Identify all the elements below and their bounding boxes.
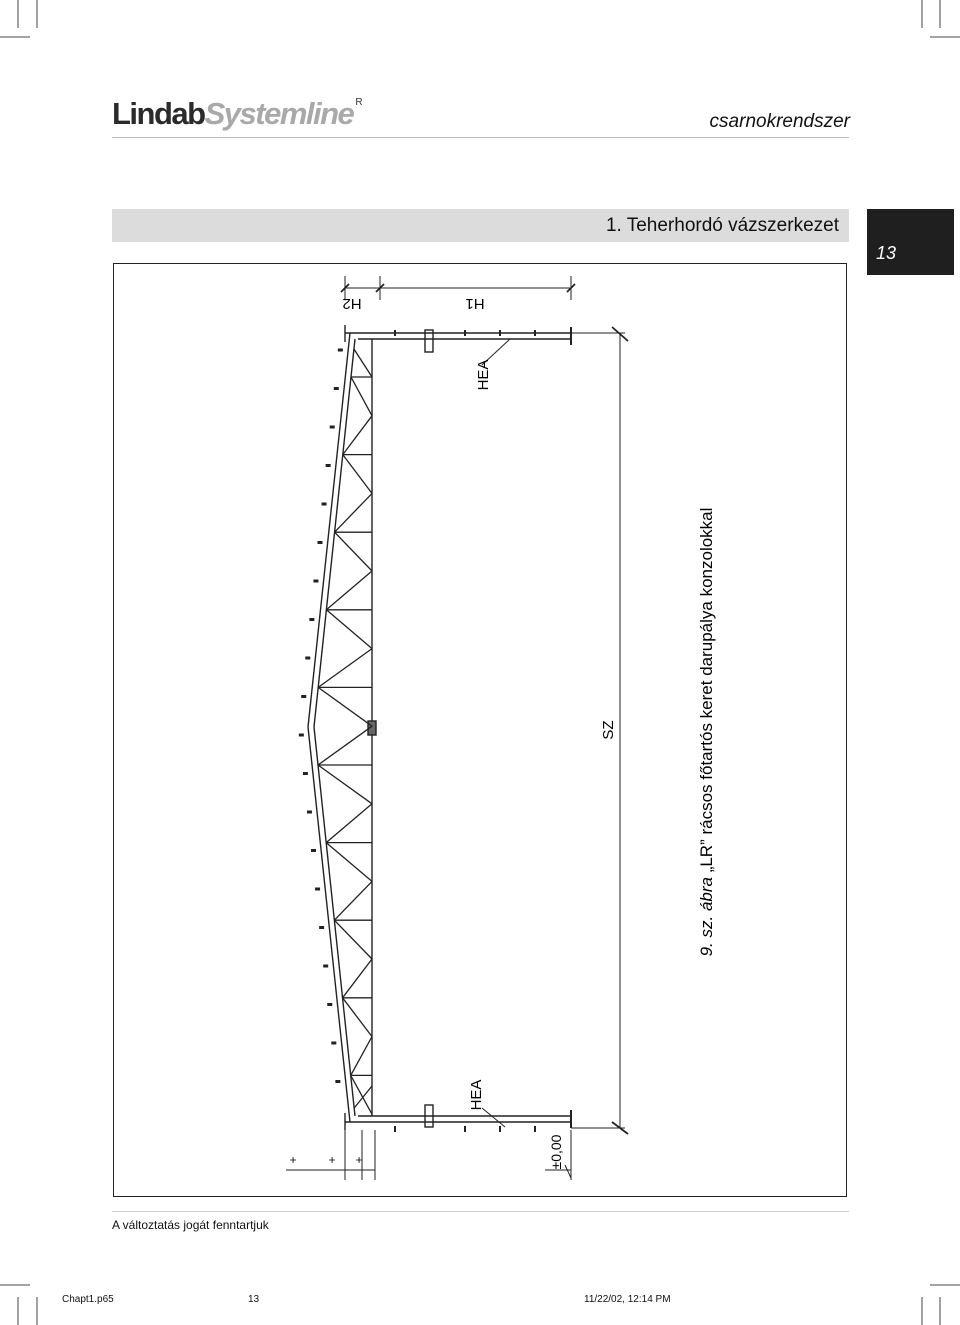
truss-diagonal [326, 843, 372, 882]
level-plus-2: + [325, 1156, 339, 1164]
truss-diagonal [335, 493, 372, 532]
truss-diagonal [351, 1037, 372, 1076]
truss-diagonal [318, 649, 372, 688]
purlin-cleat [305, 657, 310, 660]
label-hea-bottom: HEA [468, 1079, 485, 1111]
purlin-cleat [334, 387, 339, 390]
purlin-cleat [313, 580, 318, 583]
truss-diagonal [318, 765, 372, 804]
label-hea-top: HEA [475, 359, 492, 391]
section-title: 1. Teherhordó vázszerkezet [605, 215, 839, 236]
truss-diagonal [354, 1086, 372, 1108]
purlin-cleat [326, 464, 331, 467]
footer-divider [112, 1211, 849, 1212]
print-timestamp: 11/22/02, 12:14 PM [584, 1294, 671, 1305]
dim-label-sz: SZ [600, 720, 617, 740]
purlin-cleat [311, 849, 316, 852]
truss-diagonal [343, 998, 372, 1037]
print-page-number: 13 [248, 1294, 260, 1305]
level-label-zero: ±0,00 [548, 1134, 564, 1170]
purlin-cleat [319, 926, 324, 929]
truss-diagonal [326, 804, 372, 843]
purlin-cleat [322, 503, 327, 506]
truss-diagonal [318, 687, 372, 726]
truss-diagonal [343, 959, 372, 998]
figure-caption [697, 508, 716, 957]
truss-diagonal [335, 532, 372, 571]
brand-name-secondary: Systemline [204, 96, 354, 131]
registered-mark: R [355, 97, 362, 108]
purlin-cleat [309, 618, 314, 621]
truss-diagonal [351, 377, 372, 416]
truss-diagonal [326, 571, 372, 610]
purlin-cleat [307, 811, 312, 814]
purlin-cleat [317, 541, 322, 544]
level-plus-1: + [286, 1156, 300, 1164]
truss-diagonal [326, 610, 372, 649]
dim-label-h2: H2 [342, 295, 362, 312]
purlin-cleat [299, 734, 304, 737]
purlin-cleat [327, 1003, 332, 1006]
truss-diagonal [343, 416, 372, 455]
purlin-cleat [330, 426, 335, 429]
truss-diagonal [318, 726, 372, 765]
dim-label-h1: H1 [465, 295, 485, 312]
truss-diagonal [334, 881, 372, 920]
page-tab-number: 13 [876, 243, 897, 263]
purlin-cleat [303, 772, 308, 775]
purlin-cleat [335, 1080, 340, 1083]
footer-note: A változtatás jogát fenntartjuk [112, 1218, 269, 1232]
print-file-name: Chapt1.p65 [62, 1294, 114, 1305]
truss-diagonal [343, 455, 372, 494]
purlin-cleat [338, 349, 343, 352]
figure-caption-number: 9. sz. ábra [697, 877, 716, 957]
top-chord-upper [308, 333, 350, 727]
figure-caption-text: „LR” rácsos főtartós keret darupálya konzolokkal [697, 507, 716, 878]
truss-diagonal [354, 349, 372, 377]
top-chord-lower-inner [314, 727, 355, 1116]
truss-diagonal [334, 920, 372, 959]
purlin-cleat [315, 888, 320, 891]
level-plus-3: + [352, 1156, 366, 1164]
purlin-cleat [301, 695, 306, 698]
top-chord-lower [308, 727, 350, 1122]
document-category: csarnokrendszer [709, 111, 850, 132]
purlin-cleat [331, 1042, 336, 1045]
brand-name-primary: Lindab [112, 96, 205, 131]
purlin-cleat [323, 965, 328, 968]
